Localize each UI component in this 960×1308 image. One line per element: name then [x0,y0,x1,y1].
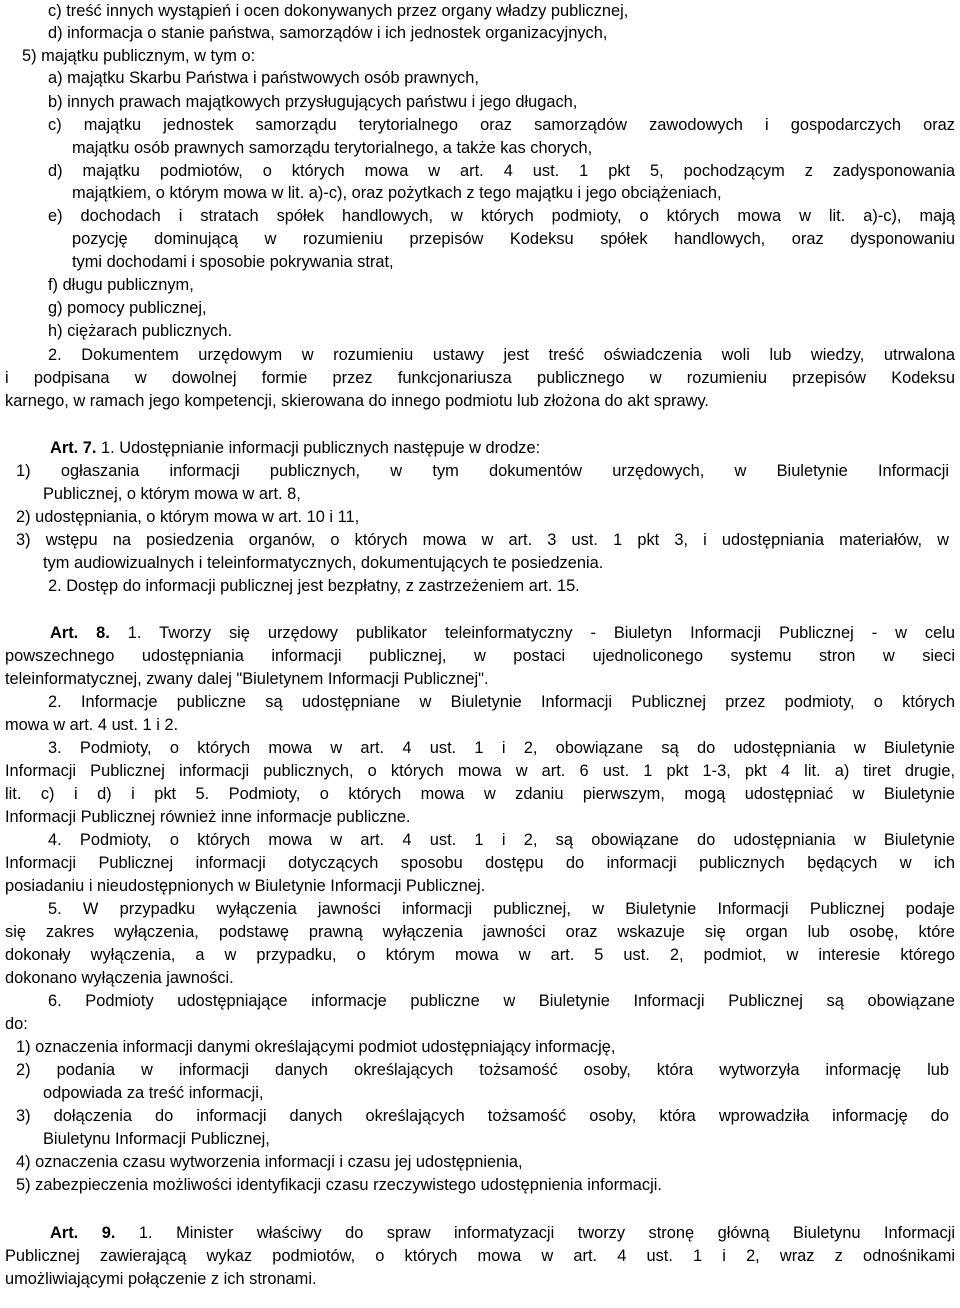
text-line: tymi dochodami i sposobie pokrywania strat, [72,253,394,271]
text-line: dokonano wyłączenia jawności. [5,969,234,987]
text-line: g) pomocy publicznej, [48,299,207,317]
text-line: 6. Podmioty udostępniające informacje publiczne w Biuletynie Informacji Publicznej są obowiązane [48,992,955,1010]
text-line: umożliwiającymi połączenie z ich stronami. [5,1270,317,1288]
text-line: e) dochodach i stratach spółek handlowych, w których podmioty, o których mowa w lit. a)-c), mają [48,207,955,225]
text-line: teleinformatycznej, zwany dalej "Biuletynem Informacji Publicznej". [5,670,489,688]
article-text: 1. Tworzy się urzędowy publikator teleinformatyczny - Biuletyn Informacji Publicznej - w celu [109,624,955,642]
text-line: 1) oznaczenia informacji danymi określającymi podmiot udostępniający informację, [16,1038,616,1056]
text-line: 2) udostępniania, o którym mowa w art. 10 i 11, [16,508,360,526]
text-line: powszechnego udostępniania informacji publicznej, w postaci ujednoliconego systemu stron w sieci [5,647,955,665]
text-line: 2) podania w informacji danych określających tożsamość osoby, która wytworzyła informację lub [16,1061,949,1079]
article-label: Art. 8. [50,624,110,642]
text-line: Biuletynu Informacji Publicznej, [43,1130,270,1148]
text-line: 3. Podmioty, o których mowa w art. 4 ust. 1 i 2, obowiązane są do udostępniania w Biuletynie [48,739,955,757]
text-line: lit. c) i d) i pkt 5. Podmioty, o których mowa w zdaniu pierwszym, mogą udostępniać w Biuletynie [5,785,955,803]
text-line: 5) zabezpieczenia możliwości identyfikacji czasu rzeczywistego udostępnienia informacji. [16,1176,662,1194]
text-line: 3) dołączenia do informacji danych określających tożsamość osoby, która wprowadziła informację do [16,1107,949,1125]
text-line: Informacji Publicznej informacji publicznych, o których mowa w art. 6 ust. 1 pkt 1-3, pkt 4 lit. a) tiret drugie, [5,762,955,780]
text-line: majątku osób prawnych samorządu terytorialnego, a także kas chorych, [72,139,593,157]
article-label: Art. 9. [50,1224,116,1242]
text-line: b) innych prawach majątkowych przysługujących państwu i jego długach, [48,93,578,111]
article-text: 1. Minister właściwy do spraw informatyzacji tworzy stronę główną Biuletynu Informacji [115,1224,956,1242]
text-line: majątkiem, o którym mowa w lit. a)-c), oraz pożytkach z tego majątku i jego obciążeniach, [72,184,722,202]
text-line: mowa w art. 4 ust. 1 i 2. [5,716,179,734]
text-line: c) treść innych wystąpień i ocen dokonywanych przez organy władzy publicznej, [48,2,629,20]
text-line: się zakres wyłączenia, podstawę prawną wyłączenia jawności oraz wskazuje się organ lub osobę, które [5,923,955,941]
text-line: 2. Dostęp do informacji publicznej jest bezpłatny, z zastrzeżeniem art. 15. [48,577,580,595]
article-heading-line [50,622,955,644]
text-line: d) majątku podmiotów, o których mowa w art. 4 ust. 1 pkt 5, pochodzącym z zadysponowania [48,162,955,180]
text-line: tym audiowizualnych i teleinformatycznych, dokumentujących te posiedzenia. [43,554,604,572]
text-line: posiadaniu i nieudostępnionych w Biuletynie Informacji Publicznej. [5,877,486,895]
text-line: Publicznej, o którym mowa w art. 8, [43,485,301,503]
text-line: odpowiada za treść informacji, [43,1084,264,1102]
article-heading-line [50,1222,955,1244]
text-line: 4) oznaczenia czasu wytworzenia informacji i czasu jej udostępnienia, [16,1153,523,1171]
text-line: pozycję dominującą w rozumieniu przepisów Kodeksu spółek handlowych, oraz dysponowaniu [72,230,955,248]
text-line: karnego, w ramach jego kompetencji, skierowana do innego podmiotu lub złożona do akt sprawy. [5,392,709,410]
text-line: Informacji Publicznej informacji dotyczących sposobu dostępu do informacji publicznych będących w ich [5,854,955,872]
text-line: 3) wstępu na posiedzenia organów, o których mowa w art. 3 ust. 1 pkt 3, i udostępniania materiałów, w [16,531,949,549]
text-line: h) ciężarach publicznych. [48,322,233,340]
text-line: 5. W przypadku wyłączenia jawności informacji publicznej, w Biuletynie Informacji Publicznej podaje [48,900,955,918]
text-line: Informacji Publicznej również inne informacje publiczne. [5,808,411,826]
article-text: 1. Udostępnianie informacji publicznych następuje w drodze: [101,439,541,457]
text-line: do: [5,1015,28,1033]
text-line: 5) majątku publicznym, w tym o: [22,47,256,65]
text-line: 2. Dokumentem urzędowym w rozumieniu ustawy jest treść oświadczenia woli lub wiedzy, utrwalona [48,346,955,364]
text-line: c) majątku jednostek samorządu terytorialnego oraz samorządów zawodowych i gospodarczych oraz [48,116,955,134]
text-line: 1) ogłaszania informacji publicznych, w tym dokumentów urzędowych, w Biuletynie Informacji [16,462,949,480]
text-line: a) majątku Skarbu Państwa i państwowych osób prawnych, [48,69,479,87]
text-line: f) długu publicznym, [48,276,194,294]
text-line: Publicznej zawierającą wykaz podmiotów, o których mowa w art. 4 ust. 1 i 2, wraz z odnośnikami [5,1247,955,1265]
text-line: 2. Informacje publiczne są udostępniane w Biuletynie Informacji Publicznej przez podmioty, o których [48,693,955,711]
text-line: i podpisana w dowolnej formie przez funkcjonariusza publicznego w rozumieniu przepisów Kodeksu [5,369,955,387]
article-label: Art. 7. [50,439,97,457]
article-heading-line [50,437,540,459]
text-line: 4. Podmioty, o których mowa w art. 4 ust. 1 i 2, są obowiązane do udostępniania w Biuletynie [48,831,955,849]
text-line: d) informacja o stanie państwa, samorządów i ich jednostek organizacyjnych, [48,24,608,42]
text-line: dokonały wyłączenia, a w przypadku, o którym mowa w art. 5 ust. 2, podmiot, w interesie którego [5,946,955,964]
